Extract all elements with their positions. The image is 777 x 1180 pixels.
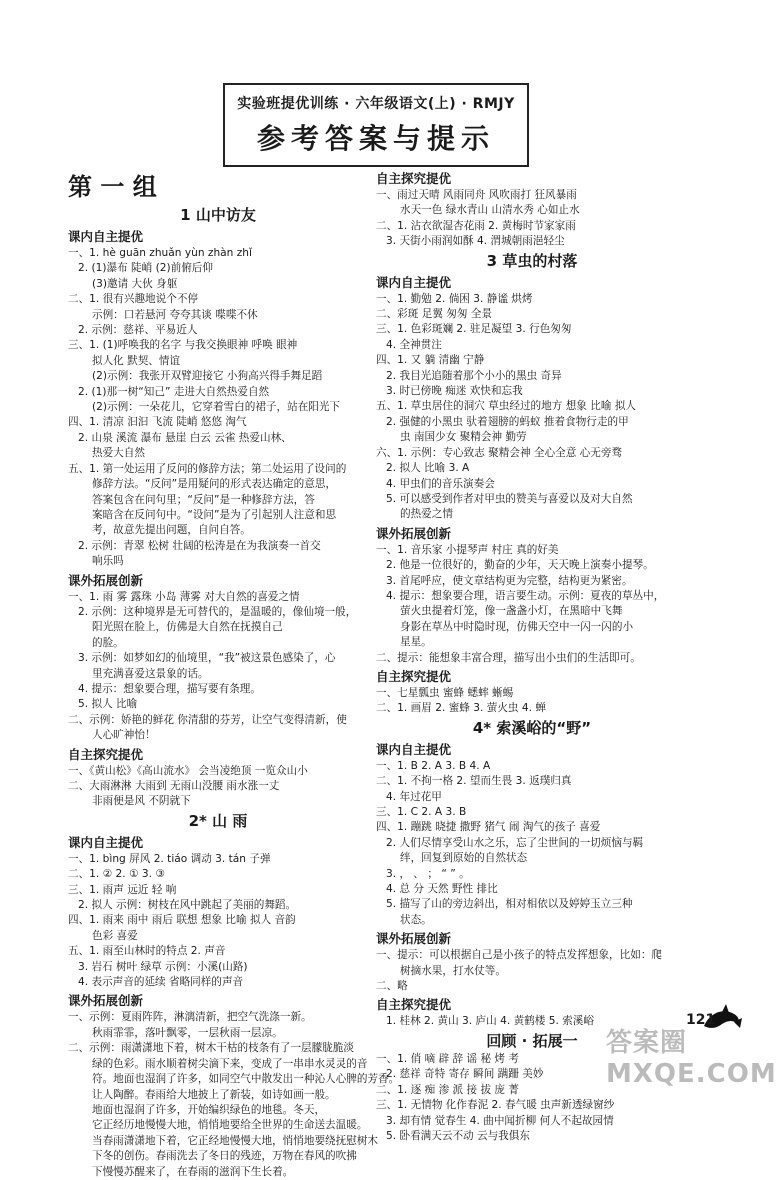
answer-line: 五、1. 草虫居住的洞穴 草虫经过的地方 想象 比喻 拟人 bbox=[376, 400, 637, 413]
series-title: 实验班提优训练 · 六年级语文(上) · RMJY bbox=[237, 96, 515, 112]
answer-line: 一、雨过天晴 风雨同舟 风吹雨打 狂风暴雨 bbox=[376, 189, 577, 201]
right-column bbox=[376, 168, 688, 1144]
answer-line: 2. 示例：这种境界是无可替代的，是温暖的，像仙境一般， bbox=[78, 605, 357, 618]
answer-line: 的热爱之情 bbox=[400, 508, 453, 521]
answer-block bbox=[68, 590, 368, 744]
answer-line: 一、1. 雨 雾 露珠 小岛 薄雾 对大自然的喜爱之情 bbox=[68, 590, 300, 603]
answer-line: 二、1. 不拘一格 2. 望而生畏 3. 返璞归真 bbox=[376, 775, 572, 788]
answer-line: 2. 示例：青翠 松树 壮阔的松涛是在为我演奏一首交 bbox=[78, 539, 321, 552]
answer-line: 一、《黄山松》《高山流水》 会当凌绝顶 一览众山小 bbox=[68, 764, 308, 777]
answer-line: 2. 拟人 示例：树枝在风中跳起了美丽的舞蹈。 bbox=[78, 899, 297, 912]
header-box bbox=[223, 83, 529, 167]
answer-line: 四、1. 蹦跳 晓捷 撒野 猪气 闹 淘气的孩子 喜爱 bbox=[376, 821, 601, 834]
answer-line: 修辞方法。“反问”是用疑问的形式表达确定的意思， bbox=[92, 478, 337, 491]
answer-line: 拟人化 默契、情谊 bbox=[92, 354, 181, 367]
answer-line: 3. 岩石 树叶 绿草 示例：小溪(山路) bbox=[78, 960, 248, 973]
answer-line: 二、示例：雨潇潇地下着，树木干枯的枝条有了一层朦胧脆淡 bbox=[68, 1042, 355, 1055]
answer-line: (2)示例：一朵花儿，它穿着雪白的裙子，站在阳光下 bbox=[92, 401, 341, 414]
answer-line: (2)示例：我张开双臂迎接它 小狗高兴得手舞足蹈 bbox=[92, 370, 323, 383]
page-title: 参考答案与提示 bbox=[256, 122, 495, 155]
answer-line: (3)邀请 大伙 身躯 bbox=[92, 277, 178, 290]
answer-line: 符。地面也湿润了许多，如同空气中散发出一种沁人心脾的芳香。 bbox=[92, 1073, 400, 1086]
answer-line: 五、1. 第一处运用了反问的修辞方法；第二处运用了设问的 bbox=[68, 462, 347, 475]
answer-line: 5. 卧看满天云不动 云与我俱东 bbox=[386, 1129, 530, 1142]
answer-line: 二、1. 画眉 2. 蜜蜂 3. 萤火虫 4. 蝉 bbox=[376, 702, 546, 715]
answer-line: 虫 南国少女 聚精会神 勤劳 bbox=[400, 431, 527, 444]
answer-line: 二、示例：娇艳的鲜花 你清甜的芬芳，让空气变得清新，使 bbox=[68, 713, 347, 726]
section-heading: 课内自主提优 bbox=[68, 229, 144, 244]
answer-line: 4. 表示声音的延续 省略同样的声音 bbox=[78, 976, 244, 989]
answer-line: 考，故意先提出问题，自问自答。 bbox=[92, 524, 251, 537]
lesson-title: 4* 索溪峪的“野” bbox=[472, 718, 592, 737]
answer-line: 状态。 bbox=[400, 913, 432, 926]
answer-block bbox=[376, 759, 688, 928]
answer-line: 2. 我目光追随着那个小小的黑虫 奇异 bbox=[386, 369, 562, 382]
answer-line: 五、1. 雨至山林时的特点 2. 声音 bbox=[68, 945, 226, 958]
answer-line: 绊，回复到原始的自然状态 bbox=[400, 852, 528, 865]
answer-line: 4. 年过花甲 bbox=[386, 790, 442, 803]
answer-line: 3. ， 、 ； “ ” 。 bbox=[386, 867, 470, 880]
answer-block bbox=[376, 188, 688, 250]
answer-line: 非雨便是风 不阴就下 bbox=[92, 795, 191, 808]
section-heading: 课外拓展创新 bbox=[68, 993, 144, 1009]
answer-line: 4. 甲虫们的音乐演奏会 bbox=[386, 477, 495, 490]
answer-line: 萤火虫提着灯笼，像一盏盏小灯，在黑暗中飞舞 bbox=[400, 605, 623, 618]
answer-line: 身影在草丛中时隐时现，仿佛天空中一闪一闪的小 bbox=[400, 620, 634, 633]
answer-line: 一、1. B 2. A 3. B 4. A bbox=[376, 759, 491, 772]
answer-line: 一、提示：可以根据自己是小孩子的特点发挥想象，比如：爬 bbox=[376, 949, 663, 962]
group-title: 第 一 组 bbox=[68, 173, 157, 201]
answer-line: 二、1. 沾衣欲湿杏花雨 2. 黄梅时节家家雨 bbox=[376, 219, 576, 232]
answer-line: 水天一色 绿水青山 山清水秀 心如止水 bbox=[400, 204, 580, 217]
answer-line: 一、1. 音乐家 小提琴声 村庄 真的好美 bbox=[376, 543, 559, 556]
answer-line: 1. 桂林 2. 黄山 3. 庐山 4. 黄鹤楼 5. 索溪峪 bbox=[386, 1015, 594, 1028]
answer-line: 一、1. bìng 屏风 2. tiáo 调动 3. tán 子弹 bbox=[68, 852, 271, 865]
answer-line: 2. 示例：慈祥、平易近人 bbox=[78, 324, 198, 337]
answer-block bbox=[68, 764, 368, 810]
answer-line: 一、1. 俏 嘀 辟 辞 谣 秘 烤 考 bbox=[376, 1052, 519, 1065]
answer-line: 六、1. 示例：专心致志 聚精会神 全心全意 心无旁骛 bbox=[376, 446, 623, 459]
answer-line: 2. 拟人 比喻 3. A bbox=[386, 462, 470, 475]
answer-line: 的脸。 bbox=[92, 636, 124, 649]
answer-block bbox=[68, 852, 368, 991]
lesson-title: 3 草虫的村落 bbox=[486, 251, 578, 270]
answer-line: 人心旷神怡！ bbox=[92, 729, 156, 742]
answer-line: 四、1. 清凉 汩汩 飞流 陡峭 悠悠 淘气 bbox=[68, 416, 247, 429]
answer-line: 5. 描写了山的旁边斜出，相对相依以及婷婷玉立三种 bbox=[386, 898, 633, 911]
answer-line: 响乐吗 bbox=[92, 555, 124, 568]
section-heading: 自主探究提优 bbox=[68, 746, 144, 762]
answer-line: 它正经历地慢慢大地，悄悄地要给全世界的生命送去温暖。 bbox=[92, 1119, 368, 1132]
answer-line: 5. 拟人 比喻 bbox=[78, 698, 138, 711]
answer-line: 3. 时已傍晚 痴迷 欢快和忘我 bbox=[386, 385, 523, 398]
answer-line: 秋雨霏霏，落叶飘零，一层秋雨一层凉。 bbox=[92, 1026, 283, 1039]
answer-line: 2. 他是一位很好的，勤奋的少年，天天晚上演奏小提琴。 bbox=[386, 559, 654, 572]
answer-line: 3. 却有情 觉春生 4. 曲中闻折柳 何人不起故园情 bbox=[386, 1114, 614, 1127]
answer-block bbox=[376, 686, 688, 717]
answer-line: 四、1. 雨来 雨中 雨后 联想 想象 比喻 拟人 音韵 bbox=[68, 914, 296, 927]
section-heading: 课外拓展创新 bbox=[376, 931, 452, 947]
answer-line: 一、1. 勤勉 2. 倘困 3. 静谧 烘烤 bbox=[376, 292, 533, 305]
answer-line: 3. 示例：如梦如幻的仙境里，“我”被这景色感染了，心 bbox=[78, 652, 336, 665]
answer-line: 示例：口若悬河 夸夸其谈 喋喋不休 bbox=[92, 308, 258, 321]
answer-line: 三、1. 雨声 远近 轻 响 bbox=[68, 883, 177, 896]
answer-line: 下冬的创伤。春雨洗去了冬日的残迹，万物在春风的吹拂 bbox=[92, 1150, 357, 1163]
section-heading: 课内自主提优 bbox=[376, 741, 452, 757]
answer-line: 4. 提示：想象要合理，语言要生动。示例：夏夜的草丛中， bbox=[386, 589, 665, 602]
answer-line: 2. 山泉 溪流 瀑布 悬崖 白云 云雀 热爱山林、 bbox=[78, 431, 292, 444]
watermark-logo: 答案圈 MXQE.COM bbox=[606, 1028, 777, 1089]
answer-line: 二、彩斑 足翼 匆匆 全景 bbox=[376, 308, 493, 321]
lesson-title: 1 山中访友 bbox=[180, 206, 256, 224]
answer-line: 让人陶醉。春雨给大地披上了新装，如诗如画一般。 bbox=[92, 1088, 336, 1101]
review-title: 回顾 · 拓展一 bbox=[486, 1031, 578, 1050]
page-number: 121 bbox=[686, 1012, 716, 1028]
answer-line: 地面也湿润了许多，开始编织绿色的地毯。冬天， bbox=[92, 1103, 326, 1116]
answer-block bbox=[68, 246, 368, 570]
section-heading: 课内自主提优 bbox=[376, 274, 452, 290]
answer-line: 2. 慈祥 奇特 寄存 瞬间 蹒跚 美妙 bbox=[386, 1068, 544, 1081]
answer-line: 一、七星瓢虫 蜜蜂 蟋蟀 蜥蜴 bbox=[376, 686, 514, 699]
answer-line: 二、1. 逐 痴 渗 派 接 拔 庞 菁 bbox=[376, 1083, 519, 1096]
answer-line: 3. 首尾呼应，使文章结构更为完整，结构更为紧密。 bbox=[386, 574, 633, 587]
answer-line: 二、1. 很有兴趣地说个不停 bbox=[68, 293, 199, 306]
answer-block bbox=[68, 1010, 400, 1179]
answer-block bbox=[376, 292, 688, 523]
answer-line: 2. 强健的小黑虫 驮着翅膀的蚂蚁 推着食物行走的甲 bbox=[386, 415, 629, 428]
answer-line: 2. (1)那一树“知己” 走进大自然热爱自然 bbox=[78, 385, 270, 398]
answer-line: 二、提示：能想象丰富合理，描写出小虫们的生活即可。 bbox=[376, 651, 641, 664]
answer-line: 案暗含在反问句中。“设问”是为了引起别人注意和思 bbox=[92, 508, 337, 521]
answer-line: 2. (1)瀑布 陡峭 (2)前俯后仰 bbox=[78, 262, 213, 275]
answer-line: 树摘水果，打水仗等。 bbox=[400, 964, 506, 977]
answer-line: 二、略 bbox=[376, 980, 408, 993]
answer-line: 四、1. 又 躺 清幽 宁静 bbox=[376, 354, 485, 367]
answer-line: 答案包含在问句里；“反问”是一种修辞方法，答 bbox=[92, 493, 315, 506]
answer-line: 一、示例：夏雨阵阵，淋漓清新，把空气洗涤一新。 bbox=[68, 1011, 312, 1024]
answer-line: 阳光照在脸上，仿佛是大自然在抚摸自己 bbox=[92, 621, 283, 634]
answer-line: 三、1. 色彩斑斓 2. 驻足凝望 3. 行色匆匆 bbox=[376, 323, 572, 336]
section-heading: 自主探究提优 bbox=[376, 171, 452, 186]
answer-line: 4. 全神贯注 bbox=[386, 338, 442, 351]
answer-line: 2. 人们尽情享受山水之乐，忘了尘世间的一切烦恼与羁 bbox=[386, 836, 644, 849]
answer-line: 一、1. hè guān zhuǎn yùn zhàn zhǐ bbox=[68, 247, 252, 259]
section-heading: 课外拓展创新 bbox=[376, 525, 452, 541]
answer-line: 色彩 喜爱 bbox=[92, 929, 138, 942]
answer-line: 5. 可以感受到作者对甲虫的赞美与喜爱以及对大自然 bbox=[386, 492, 633, 505]
answer-line: 3. 天街小雨润如酥 4. 渭城朝雨浥轻尘 bbox=[386, 235, 565, 248]
section-heading: 课内自主提优 bbox=[68, 834, 144, 850]
answer-block bbox=[376, 543, 688, 666]
section-heading: 自主探究提优 bbox=[376, 668, 452, 684]
answer-line: 二、大雨淋淋 大雨到 无雨山没腰 雨水涨一丈 bbox=[68, 780, 280, 792]
answer-block bbox=[376, 948, 688, 994]
answer-line: 4. 提示：想象要合理，描写要有条理。 bbox=[78, 682, 261, 695]
answer-line: 二、1. ② 2. ① 3. ③ bbox=[68, 868, 165, 881]
answer-line: 当春雨潇潇地下着，它正经地慢慢大地，悄悄地要绕抚慰树木 bbox=[92, 1134, 379, 1147]
section-heading: 课外拓展创新 bbox=[68, 572, 144, 588]
answer-line: 绿的色彩。雨水顺着树尖滴下来，变成了一串串水灵灵的音 bbox=[92, 1057, 368, 1070]
answer-line: 下慢慢苏醒来了，在春雨的滋润下生长着。 bbox=[92, 1165, 294, 1178]
answer-line: 三、1. C 2. A 3. B bbox=[376, 806, 467, 818]
answer-line: 三、1. (1)呼唤我的名字 与我交换眼神 呼唤 眼神 bbox=[68, 339, 298, 352]
section-heading: 自主探究提优 bbox=[376, 997, 452, 1013]
answer-line: 三、1. 无情物 化作春泥 2. 春气暖 虫声新透绿窗纱 bbox=[376, 1099, 615, 1112]
lesson-title: 2* 山 雨 bbox=[188, 811, 248, 830]
answer-line: 4. 总 分 天然 野性 排比 bbox=[386, 883, 498, 896]
answer-line: 星星。 bbox=[400, 636, 432, 649]
answer-line: 里充满喜爱这景象的话。 bbox=[92, 667, 209, 680]
answer-line: 热爱大自然 bbox=[92, 447, 145, 460]
